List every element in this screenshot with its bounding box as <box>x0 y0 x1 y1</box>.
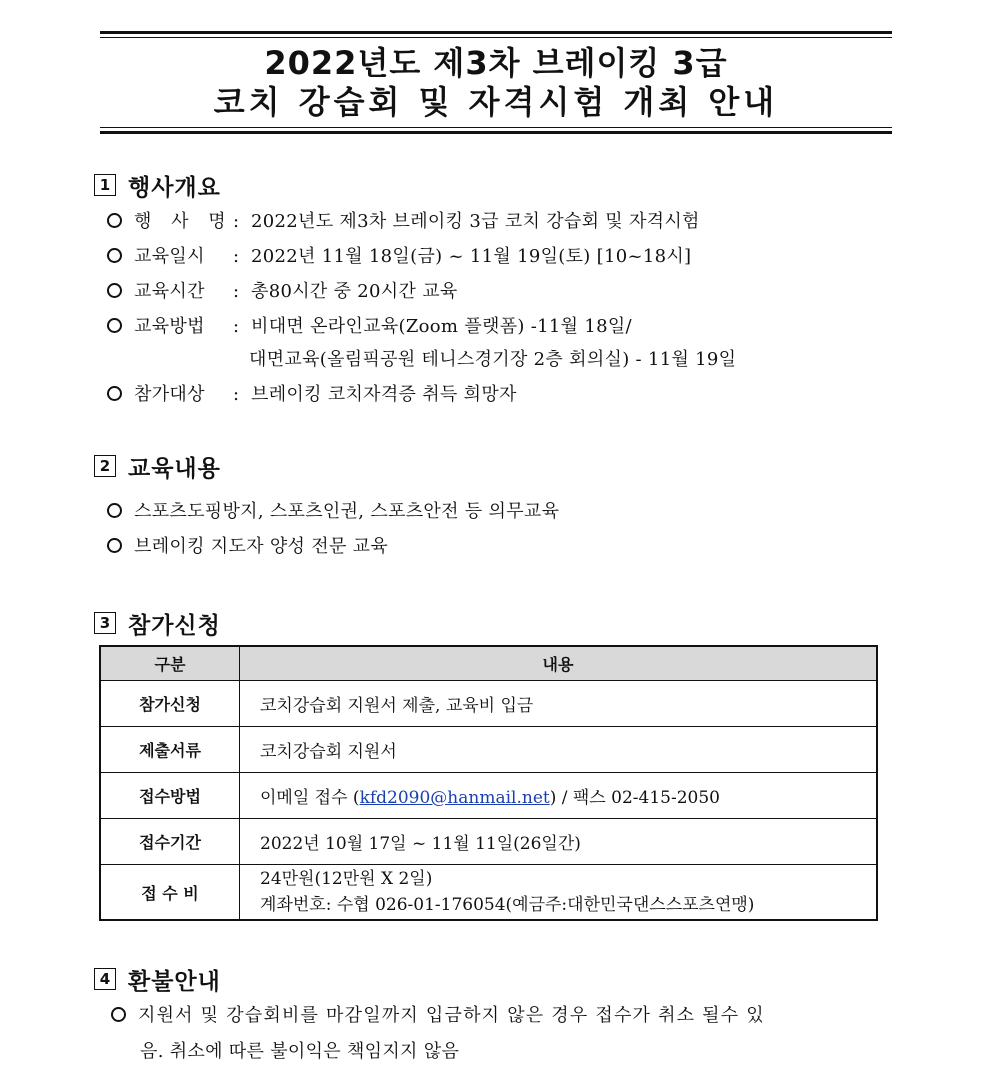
circle-bullet-icon <box>107 248 122 263</box>
row-value: 코치강습회 지원서 <box>240 727 878 773</box>
circle-bullet-icon <box>107 213 122 228</box>
section-number-box: 1 <box>94 174 116 196</box>
list-item: 교육방법 <box>107 312 205 342</box>
table-row <box>100 681 877 727</box>
section-2-heading <box>94 451 221 481</box>
section-title: 행사개요 <box>128 174 221 201</box>
event-method-value: 비대면 온라인교육(Zoom 플랫폼) -11월 18일/ <box>251 316 632 337</box>
title-rule-bottom <box>100 131 892 134</box>
section-number-box: 2 <box>94 455 116 477</box>
list-item: 행 사 명 <box>107 207 233 237</box>
section-title: 교육내용 <box>128 455 221 482</box>
event-hours-value: 총80시간 중 20시간 교육 <box>251 281 458 302</box>
event-name-value: 2022년도 제3차 브레이킹 3급 코치 강습회 및 자격시험 <box>251 211 700 232</box>
section-title: 환불안내 <box>128 968 221 995</box>
list-item: 브레이킹 지도자 양성 전문 교육 <box>107 532 388 562</box>
list-item: 참가대상 <box>107 380 205 410</box>
table-row <box>100 865 877 921</box>
title-rule-top-thin <box>100 37 892 38</box>
row-value: 코치강습회 지원서 제출, 교육비 입금 <box>240 681 878 727</box>
event-target-value: 브레이킹 코치자격증 취득 희망자 <box>251 384 517 405</box>
title-rule-top <box>100 31 892 34</box>
list-item: 스포츠도핑방지, 스포츠인권, 스포츠안전 등 의무교육 <box>107 497 559 527</box>
section-number-box: 4 <box>94 968 116 990</box>
row-key: 접수기간 <box>100 819 240 865</box>
row-value: 24만원(12만원 X 2일) 계좌번호: 수협 026-01-176054(예금주:대한민국댄스스포츠연맹) <box>240 865 878 921</box>
row-key: 제출서류 <box>100 727 240 773</box>
section-number-box: 3 <box>94 612 116 634</box>
table-row <box>100 819 877 865</box>
row-value: 2022년 10월 17일 ~ 11월 11일(26일간) <box>240 819 878 865</box>
circle-bullet-icon <box>111 1007 126 1022</box>
event-method-value-line2: 대면교육(올림픽공원 테니스경기장 2층 회의실) - 11월 19일 <box>249 349 737 370</box>
document-title-line1: 2022년도 제3차 브레이킹 3급 <box>264 44 728 82</box>
list-item: 교육일시 <box>107 242 205 272</box>
table-row <box>100 773 877 819</box>
row-key: 참가신청 <box>100 681 240 727</box>
event-date-value: 2022년 11월 18일(금) ~ 11월 19일(토) [10~18시] <box>251 246 692 267</box>
row-key: 접 수 비 <box>100 865 240 921</box>
row-key: 접수방법 <box>100 773 240 819</box>
section-4-heading <box>94 964 221 994</box>
column-header: 구분 <box>100 646 240 681</box>
circle-bullet-icon <box>107 386 122 401</box>
section-3-heading <box>94 608 221 638</box>
table-header-row <box>100 646 877 681</box>
list-item: 지원서 및 강습회비를 마감일까지 입금하지 않은 경우 접수가 취소 될수 있 <box>111 1001 765 1031</box>
section-title: 참가신청 <box>128 612 221 639</box>
document-title-line2: 코치 강습회 및 자격시험 개최 안내 <box>213 83 779 121</box>
email-link[interactable]: kfd2090@hanmail.net <box>359 788 550 808</box>
column-header: 내용 <box>240 646 878 681</box>
document-title-block <box>100 31 892 135</box>
title-rule-bottom-thin <box>100 127 892 128</box>
section-1-heading <box>94 170 221 200</box>
list-item: 교육시간 <box>107 277 205 307</box>
table-row <box>100 727 877 773</box>
application-table <box>99 645 878 921</box>
circle-bullet-icon <box>107 283 122 298</box>
circle-bullet-icon <box>107 503 122 518</box>
row-value: 이메일 접수 (kfd2090@hanmail.net) / 팩스 02-415-2050 <box>240 773 878 819</box>
circle-bullet-icon <box>107 318 122 333</box>
refund-line2: 음. 취소에 따른 불이익은 책임지지 않음 <box>140 1041 460 1062</box>
circle-bullet-icon <box>107 538 122 553</box>
